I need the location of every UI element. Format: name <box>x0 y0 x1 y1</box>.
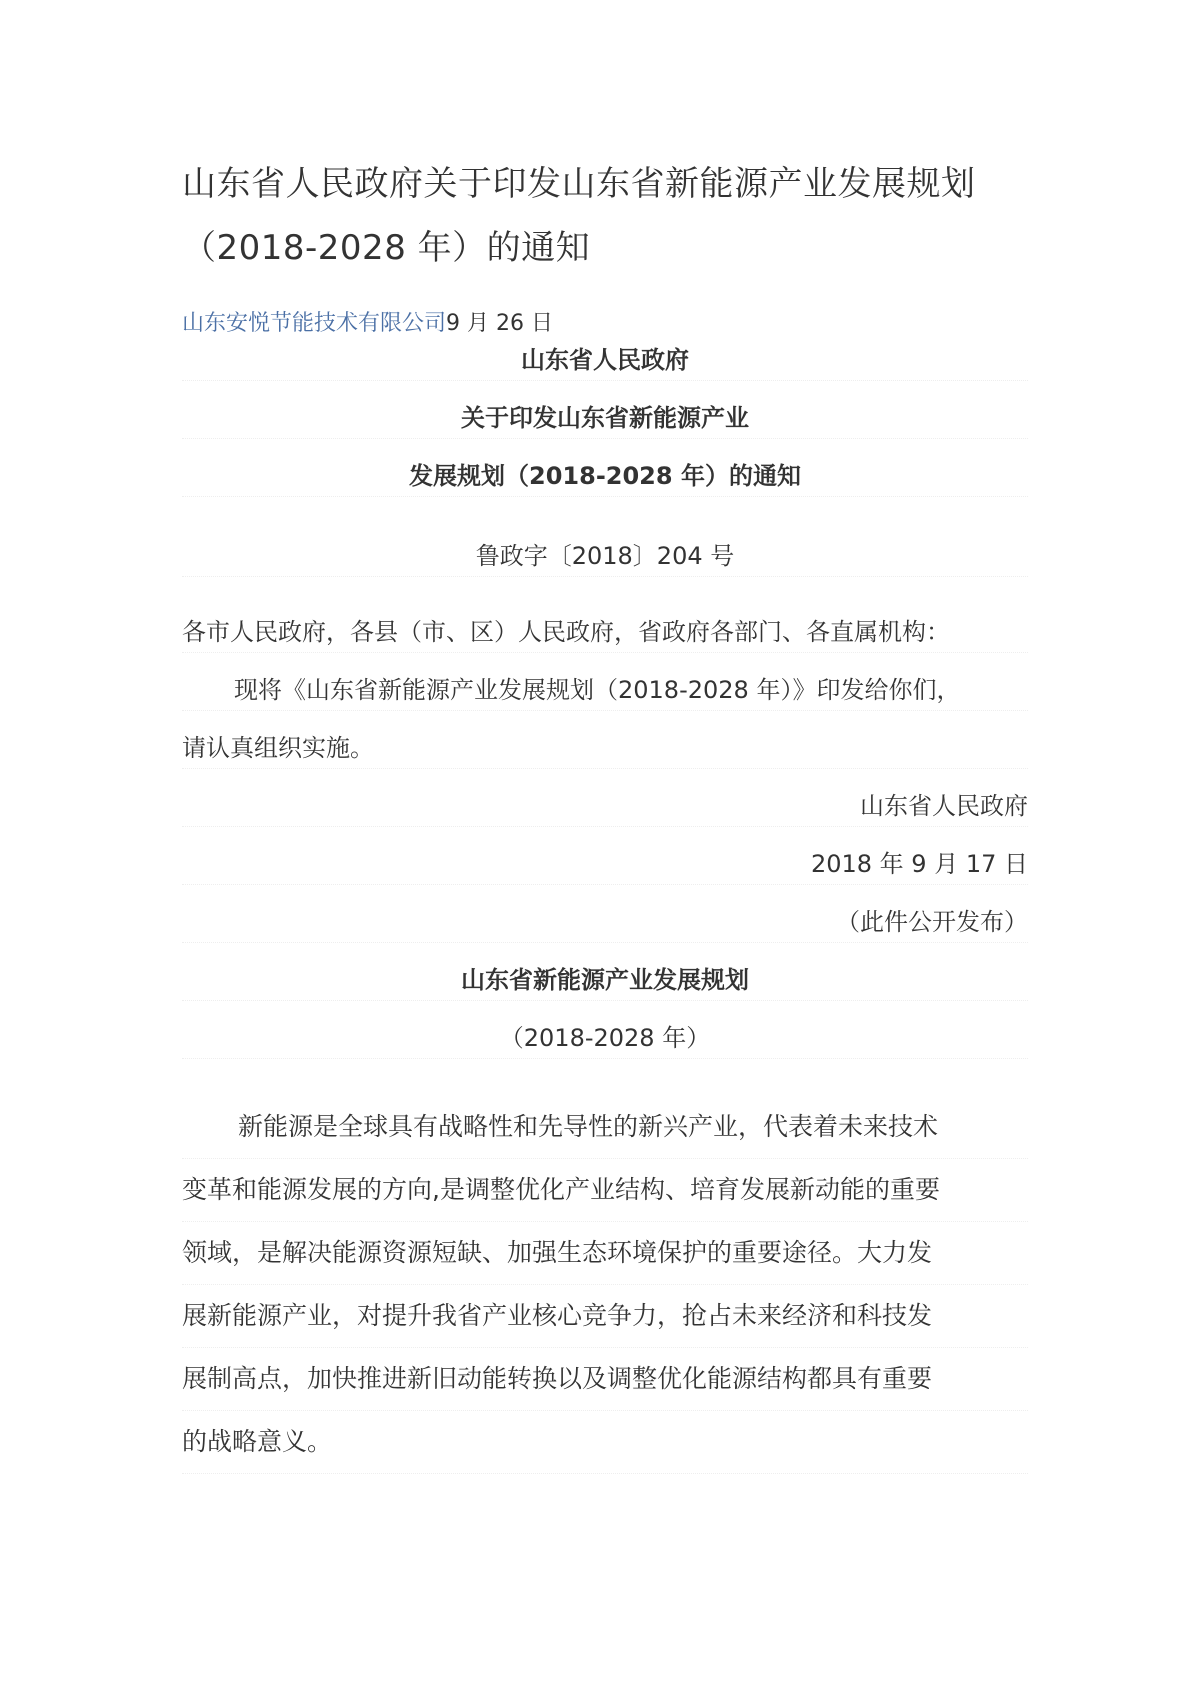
paragraph-line: 新能源是全球具有战略性和先导性的新兴产业，代表着未来技术 <box>182 1096 1028 1159</box>
article-title <box>182 152 1022 280</box>
addressee: 各市人民政府，各县（市、区）人民政府，省政府各部门、各直属机构： <box>182 612 1028 653</box>
paragraph-line: 展制高点，加快推进新旧动能转换以及调整优化能源结构都具有重要 <box>182 1348 1028 1411</box>
plan-title: 山东省新能源产业发展规划 <box>182 960 1028 1001</box>
paragraph-line: 领域，是解决能源资源短缺、加强生态环境保护的重要途径。大力发 <box>182 1222 1028 1285</box>
notice-heading-3: 发展规划（2018-2028 年）的通知 <box>182 456 1028 497</box>
paragraph-line: 展新能源产业，对提升我省产业核心竞争力，抢占未来经济和科技发 <box>182 1285 1028 1348</box>
article-title-line-2: （2018-2028 年）的通知 <box>182 228 591 268</box>
signature: 山东省人民政府 <box>182 786 1028 827</box>
notice-body-line-2: 请认真组织实施。 <box>182 728 1028 769</box>
publish-note: （此件公开发布） <box>182 902 1028 943</box>
article-title-line-1: 山东省人民政府关于印发山东省新能源产业发展规划 <box>182 164 976 204</box>
plan-intro-paragraph <box>182 1096 1028 1474</box>
source-link[interactable]: 山东安悦节能技术有限公司 <box>182 311 447 336</box>
notice-body-line-1: 现将《山东省新能源产业发展规划（2018-2028 年）》印发给你们， <box>182 670 1028 711</box>
publish-date: 9 月 26 日 <box>446 311 553 336</box>
document-number: 鲁政字〔2018〕204 号 <box>182 536 1028 577</box>
paragraph-line: 变革和能源发展的方向,是调整优化产业结构、培育发展新动能的重要 <box>182 1159 1028 1222</box>
paragraph-line: 的战略意义。 <box>182 1411 1028 1474</box>
article-meta <box>182 306 553 342</box>
notice-heading-2: 关于印发山东省新能源产业 <box>182 398 1028 439</box>
plan-period: （2018-2028 年） <box>182 1018 1028 1059</box>
notice-heading-1: 山东省人民政府 <box>182 340 1028 381</box>
signature-date: 2018 年 9 月 17 日 <box>182 844 1028 885</box>
